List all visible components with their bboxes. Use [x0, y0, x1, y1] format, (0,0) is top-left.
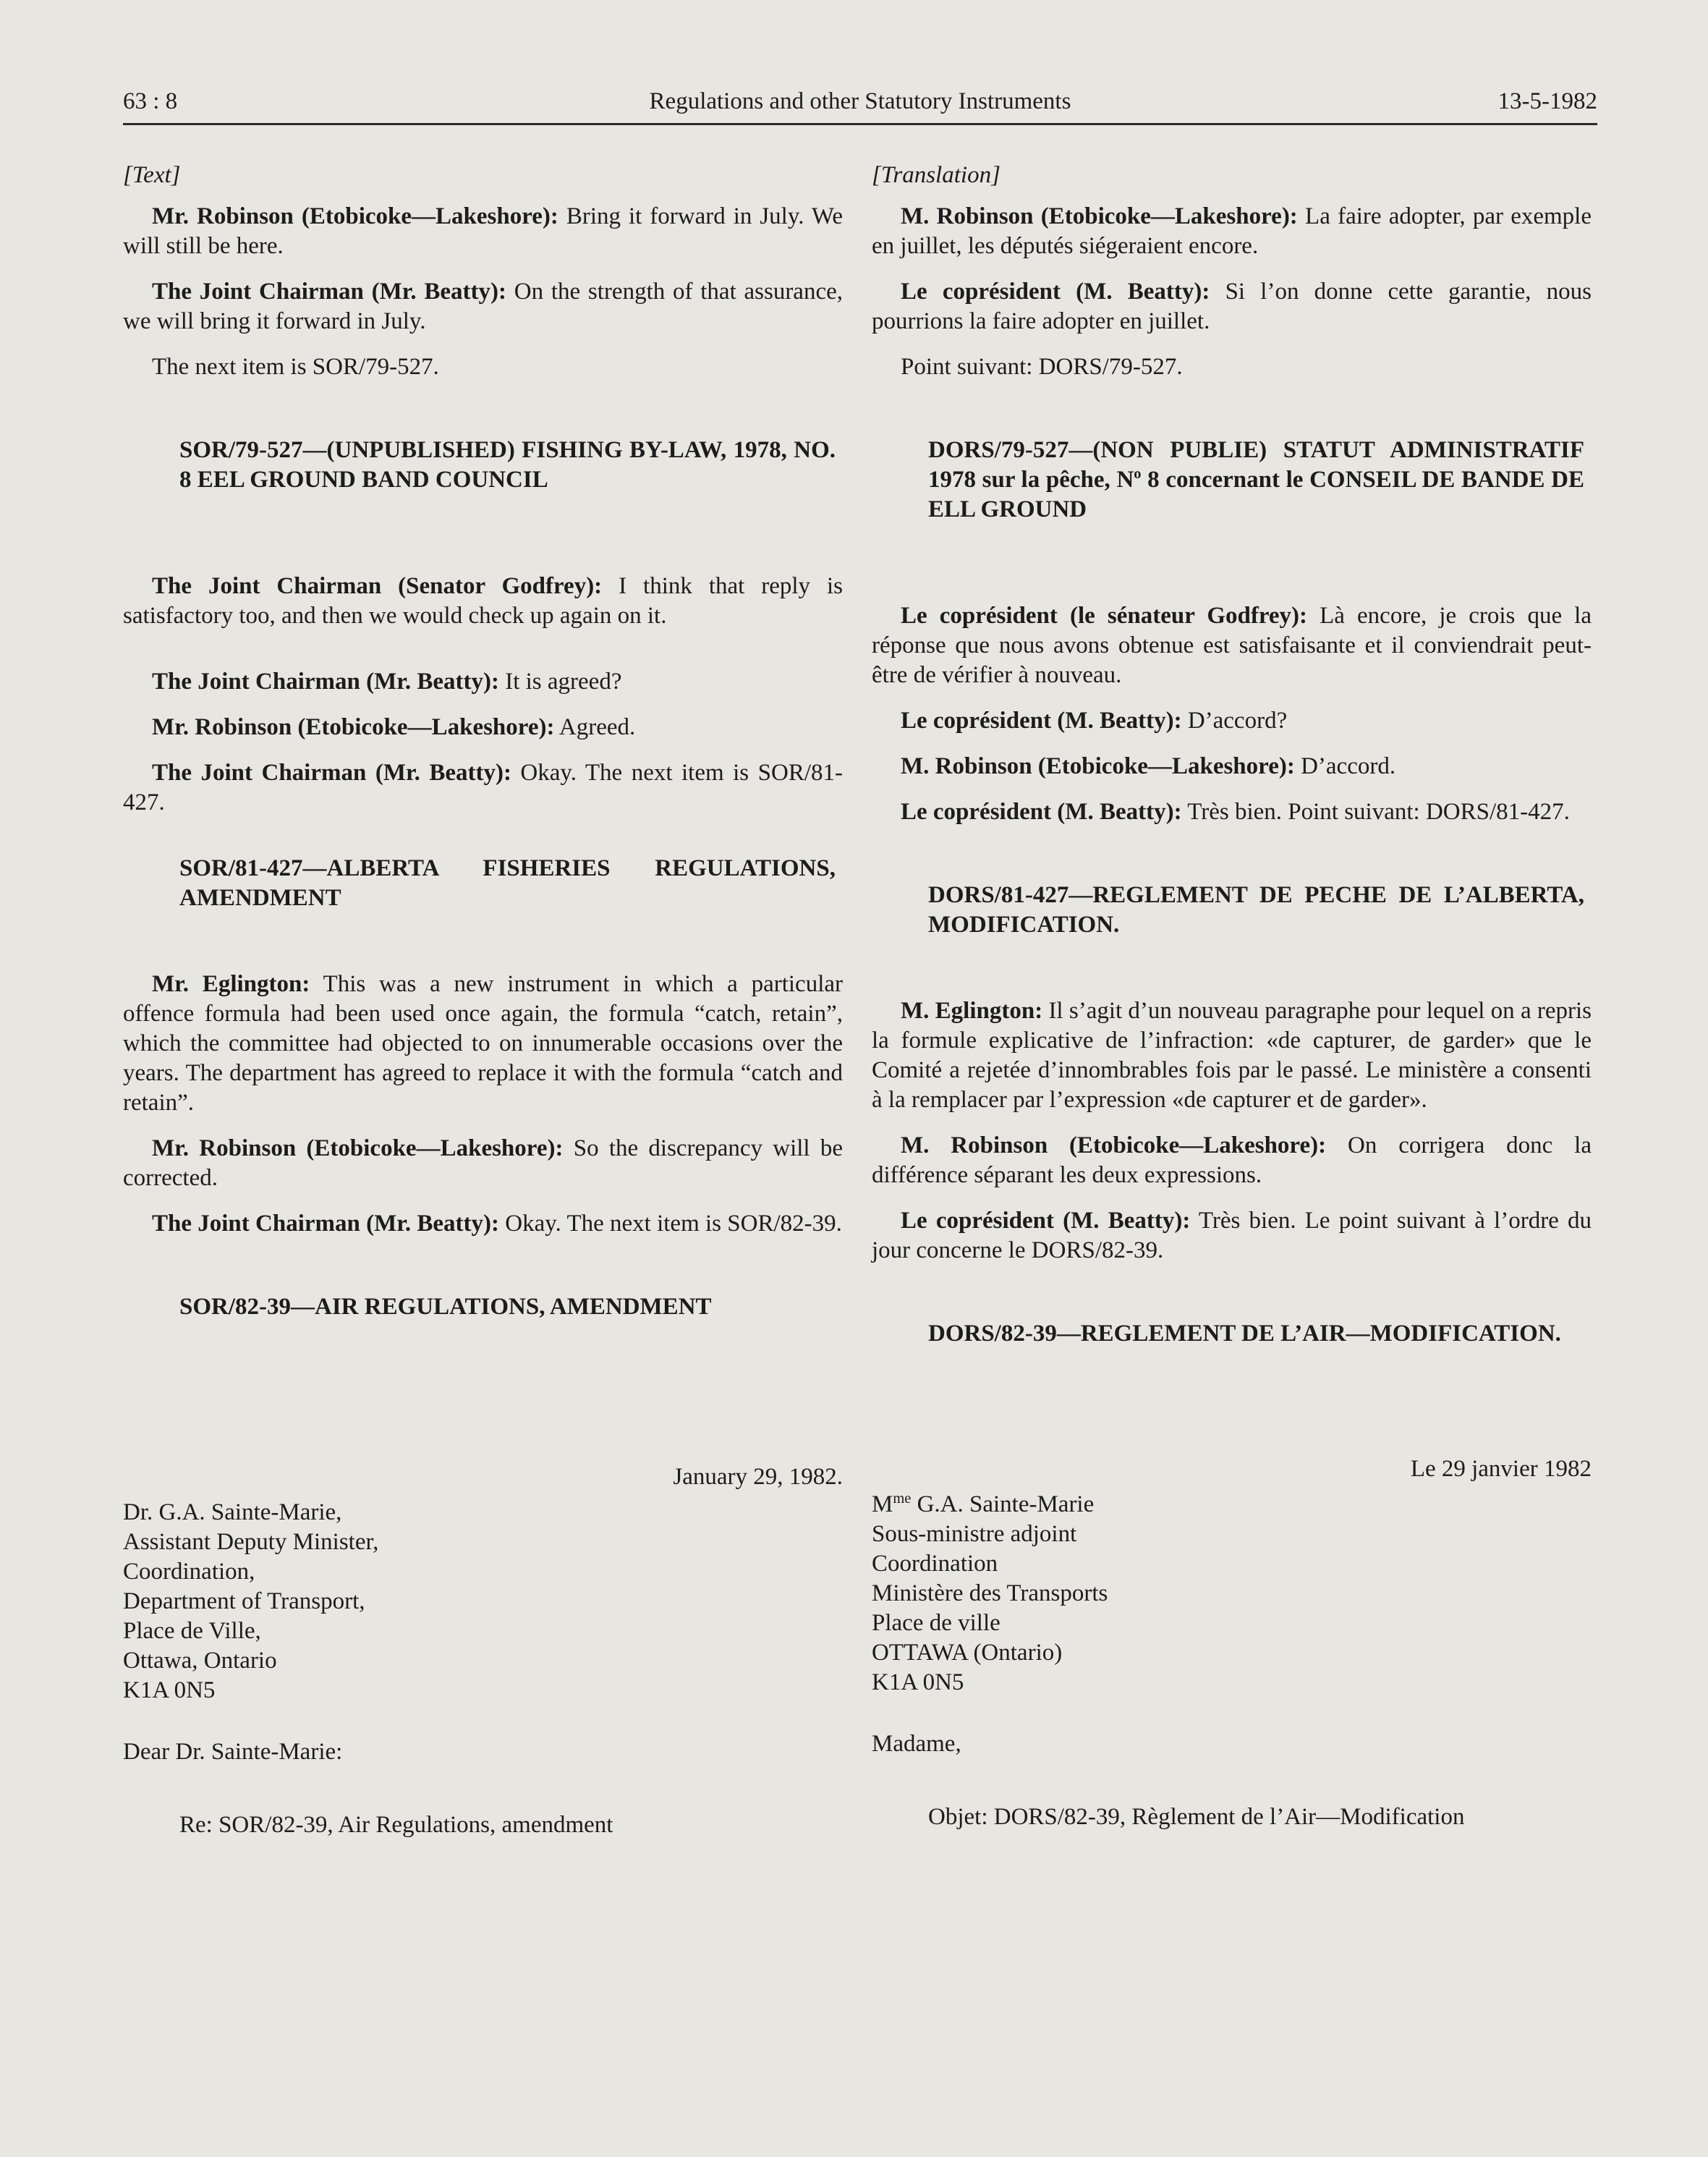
address-line: Place de ville	[872, 1610, 1000, 1636]
superscript: o	[1134, 466, 1142, 482]
speaker: Mr. Robinson (Etobicoke—Lakeshore):	[152, 1135, 564, 1161]
paragraph	[872, 601, 1592, 690]
paragraph: The next item is SOR/79-527.	[152, 354, 439, 380]
address-line: Sous-ministre adjoint	[872, 1521, 1077, 1547]
speech: D’accord.	[1294, 753, 1396, 779]
page-number: 63 : 8	[123, 88, 178, 114]
paragraph	[123, 1209, 843, 1239]
address-line: Place de Ville,	[123, 1618, 261, 1644]
paragraph	[123, 758, 843, 818]
spacer	[123, 1705, 843, 1737]
header-date: 13-5-1982	[1497, 88, 1597, 114]
heading-text: 8 concernant le CONSEIL DE BANDE DE ELL GROUND	[928, 467, 1584, 522]
speaker: The Joint Chairman (Mr. Beatty):	[152, 1211, 499, 1237]
speech: Agreed.	[554, 714, 636, 740]
spacer	[872, 1698, 1592, 1729]
spacer	[123, 398, 843, 436]
spacer	[872, 843, 1592, 881]
address-line: Coordination	[872, 1551, 998, 1577]
speech: D’accord?	[1181, 708, 1288, 734]
speaker: The Joint Chairman (Mr. Beatty):	[152, 669, 499, 695]
speaker: The Joint Chairman (Senator Godfrey):	[152, 573, 603, 599]
spacer	[872, 959, 1592, 996]
paragraph	[872, 1206, 1592, 1266]
speaker: The Joint Chairman (Mr. Beatty):	[152, 760, 511, 786]
spacer	[872, 1774, 1592, 1802]
speech: Très bien. Point suivant: DORS/81-427.	[1181, 799, 1570, 825]
speech: On the strength of that assurance, we will bring it forward in July.	[123, 279, 844, 334]
speaker: Le coprésident (M. Beatty):	[901, 279, 1210, 305]
speech: La faire adopter, par exemple en juillet, les députés siégeraient encore.	[872, 203, 1592, 259]
paragraph	[872, 797, 1592, 827]
paragraph	[123, 202, 843, 261]
spacer	[123, 1341, 843, 1462]
speaker: Mr. Robinson (Etobicoke—Lakeshore):	[152, 714, 555, 740]
speech: Bring it forward in July. We will still be here.	[123, 203, 843, 259]
paragraph	[123, 713, 843, 742]
paragraph: Point suivant: DORS/79-527.	[901, 354, 1183, 380]
speaker: Le coprésident (M. Beatty):	[901, 1208, 1191, 1234]
spacer	[123, 834, 843, 854]
paragraph	[872, 706, 1592, 736]
address-line: Ottawa, Ontario	[123, 1648, 277, 1674]
speaker: M. Robinson (Etobicoke—Lakeshore):	[901, 753, 1295, 779]
english-column	[123, 161, 843, 1840]
section-heading: SOR/81-427—ALBERTA FISHERIES REGULATIONS, AMENDMENT	[179, 855, 836, 911]
superscript: me	[893, 1491, 912, 1506]
spacer	[872, 1368, 1592, 1454]
french-column	[872, 161, 1592, 1832]
title-text: M	[872, 1491, 893, 1517]
address-line: K1A 0N5	[123, 1677, 216, 1703]
speech: On corrigera donc la différence séparant les deux expressions.	[872, 1132, 1592, 1188]
spacer	[123, 1781, 843, 1810]
speech: Okay. The next item is SOR/82-39.	[498, 1211, 842, 1237]
speaker: M. Robinson (Etobicoke—Lakeshore):	[901, 1132, 1327, 1158]
section-heading: SOR/79-527—(UNPUBLISHED) FISHING BY-LAW, 1978, NO. 8 EEL GROUND BAND COUNCIL	[179, 437, 836, 493]
address-line: K1A 0N5	[872, 1669, 964, 1695]
address-line: OTTAWA (Ontario)	[872, 1640, 1063, 1666]
speaker: Le coprésident (M. Beatty):	[901, 799, 1182, 825]
paragraph	[872, 752, 1592, 781]
section-heading: SOR/82-39—AIR REGULATIONS, AMENDMENT	[179, 1294, 712, 1320]
letter-date: Le 29 janvier 1982	[1410, 1456, 1592, 1482]
subject-line: Objet: DORS/82-39, Règlement de l’Air—Modification	[928, 1804, 1465, 1830]
spacer	[123, 1255, 843, 1292]
recipient-address	[872, 1490, 1592, 1698]
speaker: The Joint Chairman (Mr. Beatty):	[152, 279, 507, 305]
address-line: Dr. G.A. Sainte-Marie,	[123, 1499, 342, 1525]
speech: This was a new instrument in which a particular offence formula had been used once again, the formula “catch, retain”, which the committee had objected to on innumerable occasions over the years. The department has agreed to replace it with the formula “catch and retain”.	[123, 971, 844, 1116]
address-line: Department of Transport,	[123, 1588, 365, 1614]
paragraph	[123, 970, 843, 1118]
paragraph	[872, 202, 1592, 261]
speaker: Mr. Robinson (Etobicoke—Lakeshore):	[152, 203, 558, 229]
heading-text: DORS/79-527—(NON PUBLIE) STATUT ADMINISTRATIF 1978 sur la pêche, N	[928, 437, 1584, 493]
speech: Il s’agit d’un nouveau paragraphe pour lequel on a repris la formule explicative de l’infraction: «de capturer, de garder» que le Comité a rejetée d’innombrables fois par le passé. Le ministère a consenti à la remplacer par l’expression «de capturer et de garder».	[872, 998, 1592, 1113]
paragraph	[872, 996, 1592, 1115]
paragraph	[123, 1134, 843, 1193]
section-heading: DORS/81-427—REGLEMENT DE PECHE DE L’ALBERTA, MODIFICATION.	[928, 882, 1584, 938]
section-heading: DORS/82-39—REGLEMENT DE L’AIR—MODIFICATION.	[928, 1321, 1561, 1347]
text-label: [Text]	[123, 162, 181, 188]
page-header	[123, 85, 1597, 125]
translation-label: [Translation]	[872, 162, 1000, 188]
spacer	[872, 543, 1592, 601]
section-heading	[872, 436, 1592, 525]
speech: Si l’on donne cette garantie, nous pourrions la faire adopter en juillet.	[872, 279, 1592, 334]
speech: Okay. The next item is SOR/81-427.	[123, 760, 843, 815]
speaker: Le coprésident (M. Beatty):	[901, 708, 1182, 734]
salutation: Dear Dr. Sainte-Marie:	[123, 1739, 343, 1765]
spacer	[123, 514, 843, 572]
speech: Très bien. Le point suivant à l’ordre du jour concerne le DORS/82-39.	[872, 1208, 1592, 1263]
address-line: Coordination,	[123, 1559, 255, 1585]
paragraph	[872, 1131, 1592, 1190]
spacer	[123, 647, 843, 667]
speaker: M. Robinson (Etobicoke—Lakeshore):	[901, 203, 1298, 229]
spacer	[123, 932, 843, 970]
speech: So the discrepancy will be corrected.	[123, 1135, 843, 1191]
recipient-address	[123, 1498, 843, 1705]
paragraph	[872, 277, 1592, 336]
publication-title: Regulations and other Statutory Instruments	[649, 88, 1071, 114]
speech: It is agreed?	[498, 669, 622, 695]
speech: I think that reply is satisfactory too, and then we would check up again on it.	[123, 573, 843, 629]
paragraph	[123, 277, 843, 336]
paragraph	[123, 572, 843, 631]
name-text: G.A. Sainte-Marie	[911, 1491, 1095, 1517]
speech: Là encore, je crois que la réponse que nous avons obtenue est satisfaisante et il conviendrait peut-être de vérifier à nouveau.	[872, 603, 1592, 688]
subject-line: Re: SOR/82-39, Air Regulations, amendment	[179, 1812, 613, 1838]
spacer	[872, 398, 1592, 436]
speaker: Le coprésident (le sénateur Godfrey):	[901, 603, 1308, 629]
address-line	[872, 1490, 1592, 1520]
speaker: Mr. Eglington:	[152, 971, 310, 997]
letter-date: January 29, 1982.	[673, 1464, 843, 1490]
speaker: M. Eglington:	[901, 998, 1043, 1024]
spacer	[872, 1281, 1592, 1319]
address-line: Ministère des Transports	[872, 1580, 1108, 1606]
address-line: Assistant Deputy Minister,	[123, 1529, 379, 1555]
paragraph	[123, 667, 843, 697]
salutation: Madame,	[872, 1731, 961, 1757]
